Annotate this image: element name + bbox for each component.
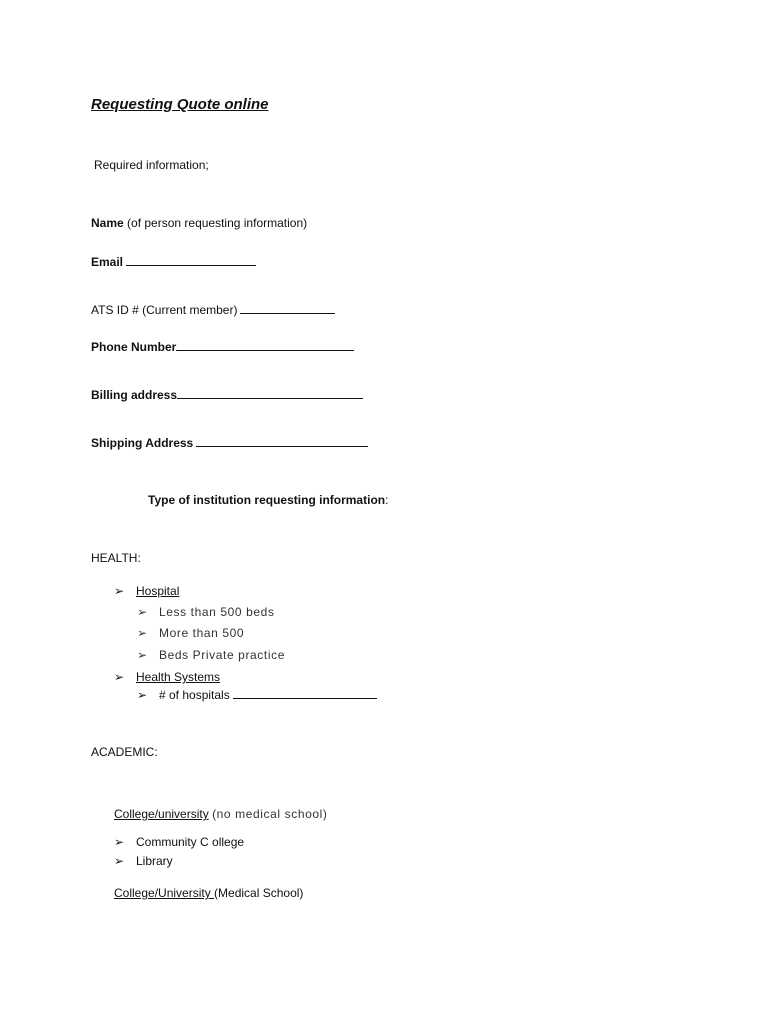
arrow-bullet-icon: ➢: [114, 854, 125, 868]
shipping-field: [91, 435, 368, 450]
list-item-hospital: [114, 584, 179, 598]
list-item-hospitals-count: [137, 687, 377, 702]
name-note: (of person requesting information): [127, 216, 308, 230]
list-item: ➢ Beds Private practice: [137, 648, 285, 662]
phone-label: Phone Number: [91, 340, 177, 354]
academic-heading: ACADEMIC:: [91, 745, 158, 759]
college-no-med-note: (no medical school): [212, 807, 328, 821]
billing-blank[interactable]: [177, 387, 363, 399]
ats-label: ATS ID # (Current member): [91, 303, 238, 317]
hospitals-count-blank[interactable]: [233, 687, 377, 699]
hospital-label[interactable]: Hospital: [136, 584, 180, 598]
name-field: [91, 216, 307, 230]
health-systems-label[interactable]: Health Systems: [136, 670, 221, 684]
list-item: ➢ Less than 500 beds: [137, 605, 275, 619]
email-field: [91, 254, 256, 269]
arrow-bullet-icon: ➢: [137, 605, 148, 619]
ats-field: [91, 302, 335, 317]
phone-field: [91, 339, 354, 354]
arrow-bullet-icon: ➢: [137, 648, 148, 662]
billing-label: Billing address: [91, 388, 178, 402]
health-heading: HEALTH:: [91, 551, 141, 565]
arrow-bullet-icon: ➢: [137, 626, 148, 640]
college-no-med-row: [114, 807, 328, 821]
list-item: ➢ Community C ollege: [114, 835, 245, 849]
shipping-blank[interactable]: [196, 435, 368, 447]
intro-text: Required information;: [94, 158, 209, 172]
shipping-label: Shipping Address: [91, 436, 194, 450]
billing-field: [91, 387, 363, 402]
arrow-bullet-icon: ➢: [114, 835, 125, 849]
hospitals-count-label: # of hospitals: [159, 688, 230, 702]
list-item-health-systems: [114, 670, 220, 684]
arrow-bullet-icon: ➢: [137, 688, 148, 702]
college-med-label[interactable]: College/University: [114, 886, 215, 900]
college-no-med-label[interactable]: College/university: [114, 807, 209, 821]
ats-blank[interactable]: [240, 302, 335, 314]
email-blank[interactable]: [126, 254, 256, 266]
institution-heading: Type of institution requesting information:: [148, 493, 389, 507]
list-item: ➢ Library: [114, 854, 173, 868]
arrow-bullet-icon: ➢: [114, 584, 125, 598]
list-item: ➢ More than 500: [137, 626, 245, 640]
email-label: Email: [91, 255, 124, 269]
phone-blank[interactable]: [176, 339, 354, 351]
college-med-note: (Medical School): [214, 886, 304, 900]
college-med-row: [114, 886, 303, 900]
page-title: Requesting Quote online: [91, 96, 269, 113]
arrow-bullet-icon: ➢: [114, 670, 125, 684]
name-label: Name: [91, 216, 124, 230]
